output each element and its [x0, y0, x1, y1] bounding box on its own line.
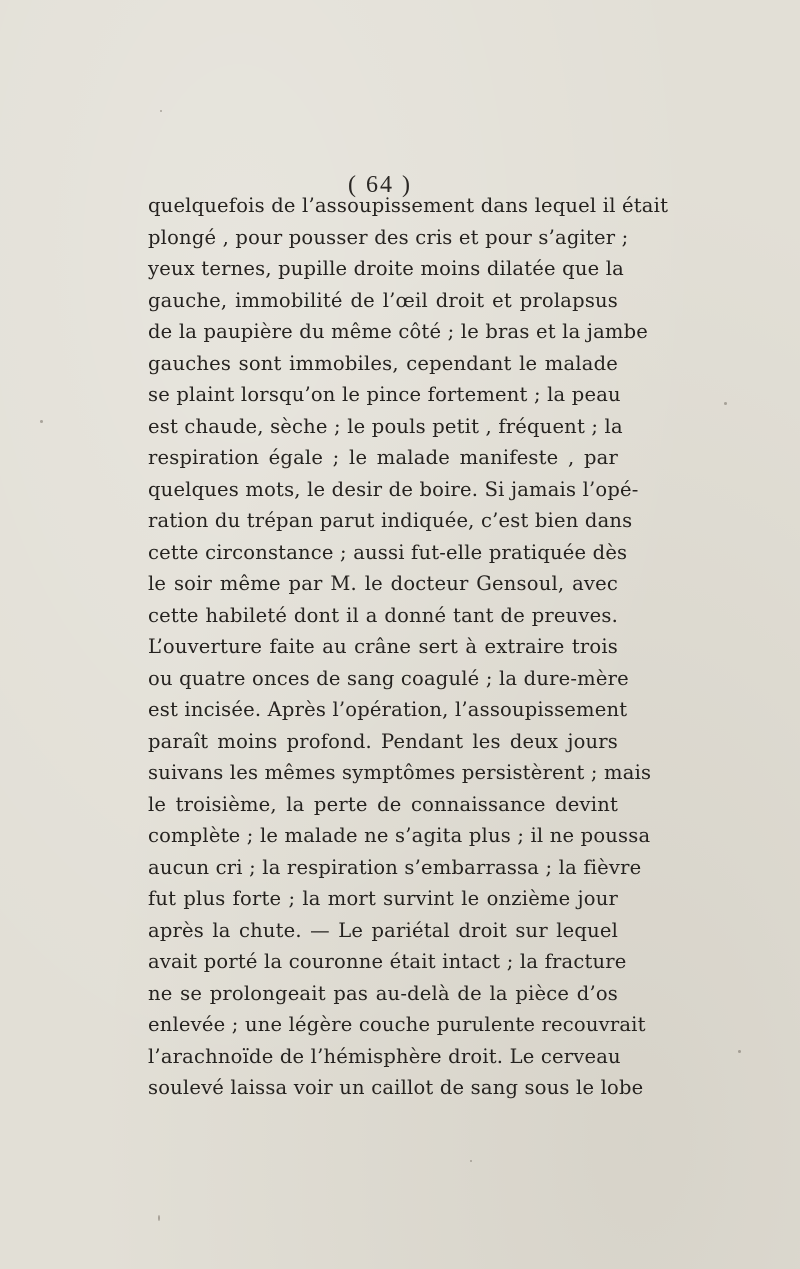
text-line: respiration égale ; le malade manifeste , par — [148, 446, 618, 469]
text-line: plongé , pour pousser des cris et pour s’agiter ; — [148, 225, 629, 249]
text-line: gauche, immobilité de l’œil droit et prolapsus — [148, 288, 618, 312]
text-line: cette habileté dont il a donné tant de preuves. — [148, 603, 618, 627]
text-line: enlevée ; une légère couche purulente recouvrait — [148, 1013, 646, 1036]
text-line: ration du trépan parut indiquée, c’est bien dans — [148, 509, 633, 532]
text-line: avait porté la couronne était intact ; la fracture — [148, 950, 627, 973]
text-line: le troisième, la perte de connaissance devint — [148, 792, 618, 816]
text-line: soulevé laissa voir un caillot de sang sous le lobe — [148, 1076, 644, 1099]
speck — [158, 1215, 160, 1221]
text-line: l’arachnoïde de l’hémisphère droit. Le cerveau — [148, 1044, 621, 1068]
body-text — [148, 190, 669, 1104]
text-line: suivans les mêmes symptômes persistèrent ; mais — [148, 761, 652, 784]
text-line: est incisée. Après l’opération, l’assoupissement — [148, 698, 628, 721]
text-line: se plaint lorsqu’on le pince fortement ; la peau — [148, 383, 621, 406]
speck — [40, 420, 43, 423]
text-line: fut plus forte ; la mort survint le onzième jour — [148, 887, 618, 910]
text-line: complète ; le malade ne s’agita plus ; il ne poussa — [148, 824, 651, 847]
text-line: L’ouverture faite au crâne sert à extraire trois — [148, 635, 618, 658]
speck — [160, 110, 162, 112]
text-line: paraît moins profond. Pendant les deux jours — [148, 729, 618, 753]
text-line: cette circonstance ; aussi fut-elle pratiquée dès — [148, 540, 628, 564]
text-line: quelquefois de l’assoupissement dans lequel il était — [148, 194, 669, 217]
text-line: yeux ternes, pupille droite moins dilatée que la — [148, 257, 625, 280]
page-number: ( 64 ) — [348, 172, 412, 198]
speck — [470, 1160, 472, 1162]
text-line: après la chute. — Le pariétal droit sur lequel — [148, 918, 618, 942]
text-line: est chaude, sèche ; le pouls petit , fréquent ; la — [148, 414, 623, 438]
text-line: de la paupière du même côté ; le bras et la jambe — [148, 320, 649, 343]
text-line: aucun cri ; la respiration s’embarrassa ; la fièvre — [148, 855, 642, 879]
speck — [738, 1050, 741, 1053]
speck — [724, 402, 727, 405]
text-line: ou quatre onces de sang coagulé ; la dure-mère — [148, 666, 629, 690]
text-line: gauches sont immobiles, cependant le malade — [148, 351, 618, 375]
text-line: ne se prolongeait pas au-delà de la pièce d’os — [148, 981, 618, 1005]
text-line: le soir même par M. le docteur Gensoul, avec — [148, 572, 618, 595]
text-line: quelques mots, le desir de boire. Si jamais l’opé- — [148, 477, 639, 501]
